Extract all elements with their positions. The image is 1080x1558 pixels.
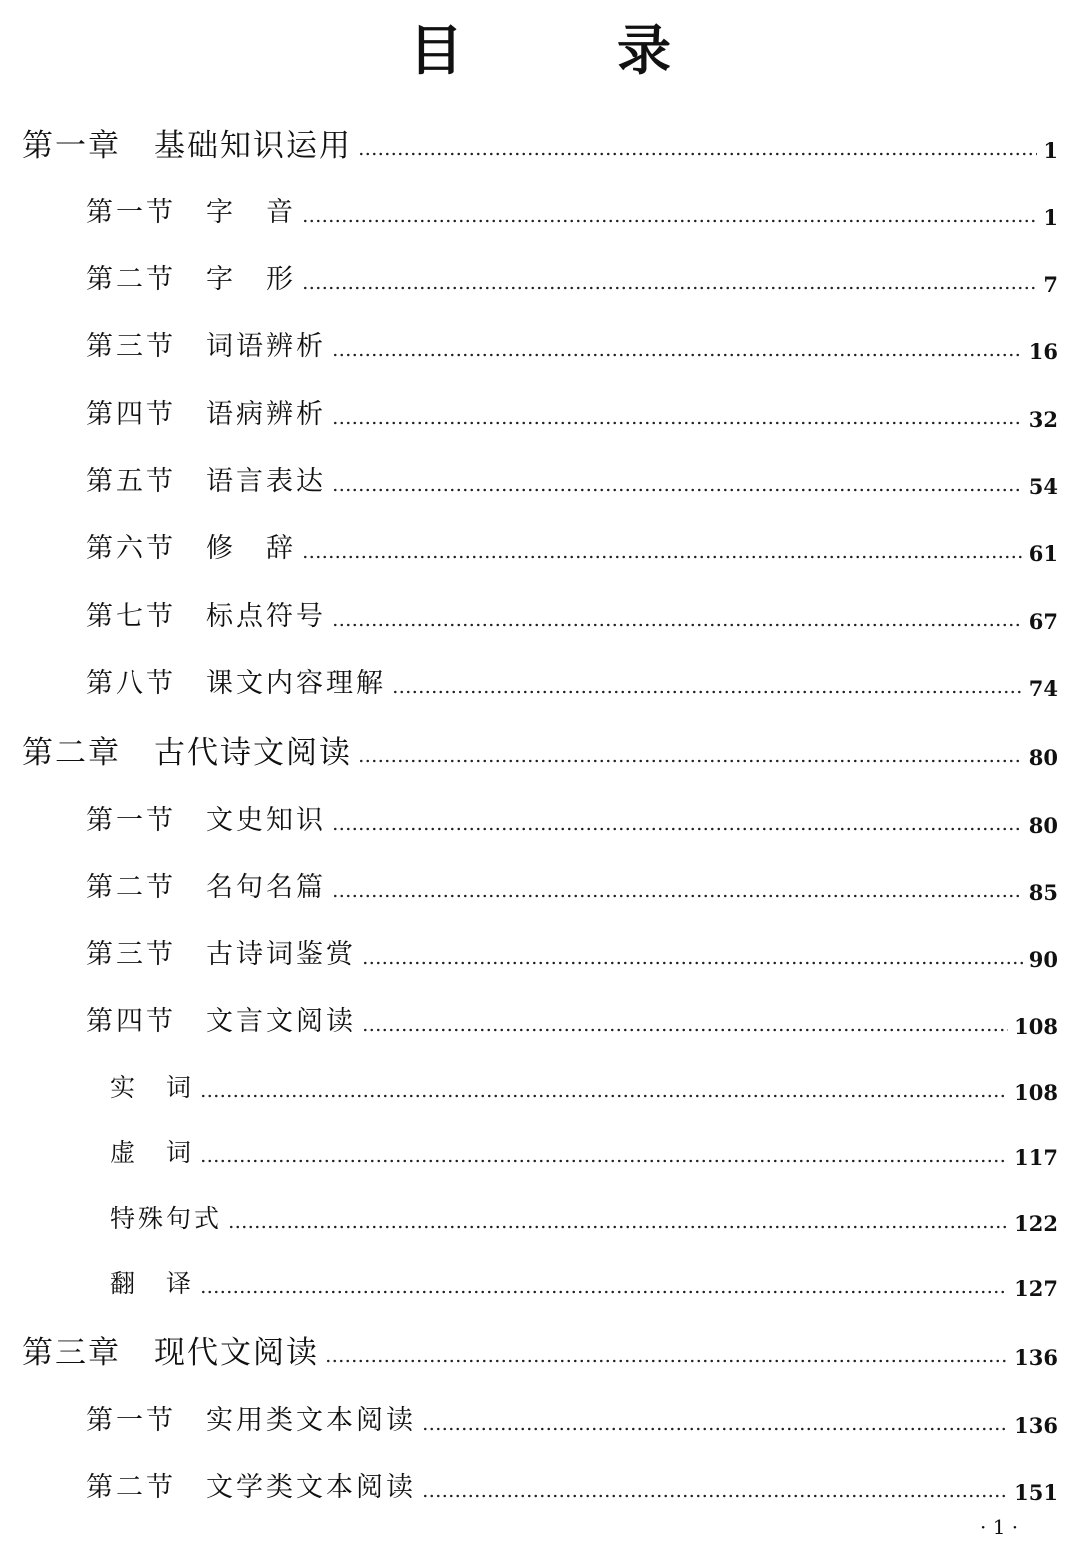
toc-entry-sub[interactable] [110, 1066, 1058, 1110]
dot-leader [422, 1427, 1008, 1431]
dot-leader [362, 961, 1023, 965]
dot-leader [200, 1290, 1008, 1294]
dot-leader [332, 353, 1023, 357]
toc-entry-page-number: 136 [1014, 1413, 1058, 1438]
toc-entry-section[interactable] [86, 191, 1058, 235]
toc-entry-label: 第六节 修 辞 [86, 533, 296, 564]
dot-leader [302, 555, 1023, 559]
toc-entry-label: 实 词 [110, 1073, 195, 1102]
toc-entry-label: 第五节 语言表达 [86, 466, 326, 497]
toc-entry-label: 第二节 字 形 [86, 264, 296, 295]
toc-entry-label: 第一节 实用类文本阅读 [86, 1405, 416, 1436]
toc-entry-section[interactable] [86, 1000, 1058, 1044]
toc-entry-section[interactable] [86, 933, 1058, 977]
toc-entry-page-number: 136 [1014, 1345, 1058, 1370]
toc-entry-section[interactable] [86, 258, 1058, 302]
dot-leader [358, 759, 1023, 763]
dot-leader [392, 690, 1023, 694]
toc-entry-page-number: 108 [1014, 1080, 1058, 1105]
toc-entry-section[interactable] [86, 866, 1058, 910]
toc-entry-page-number: 117 [1014, 1145, 1058, 1170]
toc-entry-label: 特殊句式 [110, 1204, 223, 1233]
toc-entry-label: 第七节 标点符号 [86, 601, 326, 632]
toc-entry-page-number: 16 [1028, 339, 1058, 364]
dot-leader [332, 894, 1023, 898]
toc-entry-section[interactable] [86, 1466, 1058, 1510]
toc-entry-chapter[interactable] [22, 124, 1058, 168]
toc-entry-chapter[interactable] [22, 1331, 1058, 1375]
toc-entry-label: 第一章 基础知识运用 [22, 128, 352, 164]
dot-leader [302, 219, 1037, 223]
toc-entry-section[interactable] [86, 393, 1058, 437]
toc-entry-label: 第三节 古诗词鉴赏 [86, 939, 356, 970]
toc-entry-label: 第二节 名句名篇 [86, 872, 326, 903]
toc-entry-section[interactable] [86, 1399, 1058, 1443]
toc-entry-page-number: 1 [1043, 205, 1058, 230]
toc-entry-page-number: 108 [1014, 1014, 1058, 1039]
toc-entry-section[interactable] [86, 325, 1058, 369]
dot-leader [200, 1159, 1008, 1163]
toc-entry-page-number: 7 [1043, 272, 1058, 297]
toc-entry-label: 第八节 课文内容理解 [86, 668, 386, 699]
toc-entry-section[interactable] [86, 595, 1058, 639]
toc-entry-label: 第一节 文史知识 [86, 805, 326, 836]
page-number-footer: · 1 · [980, 1515, 1019, 1539]
toc-entry-label: 第一节 字 音 [86, 197, 296, 228]
toc-entry-section[interactable] [86, 662, 1058, 706]
toc-entry-chapter[interactable] [22, 731, 1058, 775]
toc-entry-page-number: 90 [1028, 947, 1058, 972]
dot-leader [228, 1225, 1008, 1229]
toc-entry-label: 翻 译 [110, 1269, 195, 1298]
toc-entry-label: 第三节 词语辨析 [86, 331, 326, 362]
toc-entry-label: 第二章 古代诗文阅读 [22, 735, 352, 771]
page-title: 目 录 [409, 18, 721, 82]
toc-entry-label: 第四节 文言文阅读 [86, 1006, 356, 1037]
dot-leader [302, 286, 1037, 290]
toc-entry-sub[interactable] [110, 1131, 1058, 1175]
dot-leader [200, 1094, 1008, 1098]
dot-leader [325, 1359, 1008, 1363]
toc-entry-page-number: 80 [1028, 813, 1058, 838]
toc-entry-page-number: 32 [1028, 407, 1058, 432]
toc-entry-label: 第四节 语病辨析 [86, 399, 326, 430]
toc-entry-label: 第二节 文学类文本阅读 [86, 1472, 416, 1503]
toc-entry-label: 虚 词 [110, 1138, 195, 1167]
toc-entry-section[interactable] [86, 527, 1058, 571]
toc-entry-page-number: 74 [1028, 676, 1058, 701]
dot-leader [422, 1494, 1008, 1498]
toc-entry-page-number: 67 [1028, 609, 1058, 634]
toc-entry-page-number: 151 [1014, 1480, 1058, 1505]
toc-entry-page-number: 54 [1028, 474, 1058, 499]
toc-entry-sub[interactable] [110, 1262, 1058, 1306]
dot-leader [332, 421, 1023, 425]
toc-entry-sub[interactable] [110, 1197, 1058, 1241]
toc-entry-page-number: 61 [1028, 541, 1058, 566]
toc-entry-page-number: 122 [1014, 1211, 1058, 1236]
toc-entry-page-number: 127 [1014, 1276, 1058, 1301]
toc-entry-page-number: 1 [1043, 138, 1058, 163]
toc-entry-page-number: 85 [1028, 880, 1058, 905]
toc-entry-section[interactable] [86, 460, 1058, 504]
dot-leader [332, 488, 1023, 492]
toc-entry-label: 第三章 现代文阅读 [22, 1335, 319, 1371]
toc-entry-section[interactable] [86, 799, 1058, 843]
dot-leader [362, 1028, 1008, 1032]
dot-leader [332, 623, 1023, 627]
dot-leader [332, 827, 1023, 831]
dot-leader [358, 152, 1037, 156]
toc-entry-page-number: 80 [1028, 745, 1058, 770]
